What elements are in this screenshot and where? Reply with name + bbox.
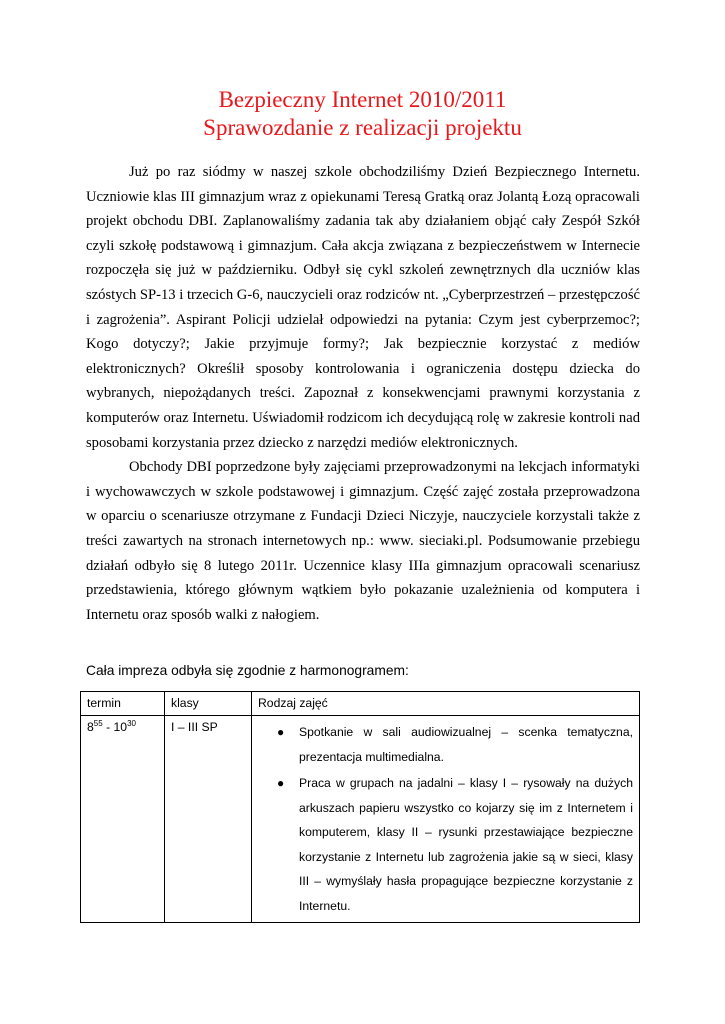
list-item (258, 720, 633, 769)
time-end-min: 30 (127, 719, 136, 728)
time-start-hour: 8 (87, 720, 94, 734)
time-separator: - (102, 720, 114, 734)
title-line-1: Bezpieczny Internet 2010/2011 (218, 87, 507, 112)
report-body (86, 160, 640, 627)
table-row (81, 716, 640, 923)
bullet-icon: ● (277, 776, 285, 790)
list-item (258, 771, 633, 918)
time-end-hour: 10 (113, 720, 128, 734)
bullet-icon: ● (277, 725, 285, 739)
table-header-row (81, 692, 640, 716)
header-klasy: klasy (165, 692, 252, 716)
cell-time (81, 716, 165, 923)
time-start-min: 55 (93, 719, 103, 728)
header-termin: termin (81, 692, 165, 716)
header-rodzaj: Rodzaj zajęć (252, 692, 640, 716)
paragraph-1: Już po raz siódmy w naszej szkole obchodziliśmy Dzień Bezpiecznego Internetu. Uczniowie klas III gimnazjum wraz z opiekunami Teresą Gratką oraz Jolantą Łozą opracowali projekt obchodu DBI. Zaplanowaliśmy zadania tak aby działaniem objąć cały Zespół Szkół czyli szkołę podstawową i gimnazjum. Cała akcja związana z bezpieczeństwem w Internecie rozpoczęła się już w październiku. Odbył się cykl szkoleń zewnętrznych dla uczniów klas szóstych SP-13 i trzecich G-6, nauczycieli oraz rodziców nt. „Cyberprzestrzeń – przestępczość i zagrożenia”. Aspirant Policji udzielał odpowiedzi na pytania: Czym jest cyberprzemoc?; Kogo dotyczy?; Jakie przyjmuje formy?; Jak bezpiecznie korzystać z mediów elektronicznych? Określił sposoby kontrolowania i ograniczenia dostępu dziecka do wybranych, niepożądanych treści. Zapoznał z konsekwencjami prawnymi korzystania z komputerów oraz Internetu. Uświadomił rodzicom ich decydującą rolę w zakresie kontroli nad sposobami korzystania przez dziecko z narzędzi mediów elektronicznych. (86, 164, 640, 451)
title-line-2: Sprawozdanie z realizacji projektu (203, 115, 522, 140)
schedule-intro: Cała impreza odbyła się zgodnie z harmonogramem: (86, 663, 409, 678)
schedule-table (80, 691, 640, 923)
document-title (0, 86, 725, 142)
cell-activities (252, 716, 640, 923)
paragraph-2: Obchody DBI poprzedzone były zajęciami przeprowadzonymi na lekcjach informatyki i wychowawczych w szkole podstawowej i gimnazjum. Część zajęć została przeprowadzona w oparciu o scenariusze otrzymane z Fundacji Dzieci Niczyje, nauczyciele korzystali także z treści zawartych na stronach internetowych np.: www. sieciaki.pl. Podsumowanie przebiegu działań odbyło się 8 lutego 2011r. Uczennice klasy IIIa gimnazjum opracowali scenariusz przedstawienia, którego głównym wątkiem było pokazanie uzależnienia od komputera i Internetu oraz sposób walki z nałogiem. (86, 459, 640, 623)
activities-list (258, 720, 633, 918)
activity-text: Spotkanie w sali audiowizualnej – scenka tematyczna, prezentacja multimedialna. (299, 725, 633, 764)
cell-classes: I – III SP (165, 716, 252, 923)
activity-text: Praca w grupach na jadalni – klasy I – rysowały na dużych arkuszach papieru wszystko co kojarzy się im z Internetem i komputerem, klasy II – rysunki przestawiające bezpieczne korzystanie z Internetu lub zagrożenia jakie są w sieci, klasy III – wymyślały hasła propagujące bezpieczne korzystanie z Internetu. (299, 776, 633, 913)
